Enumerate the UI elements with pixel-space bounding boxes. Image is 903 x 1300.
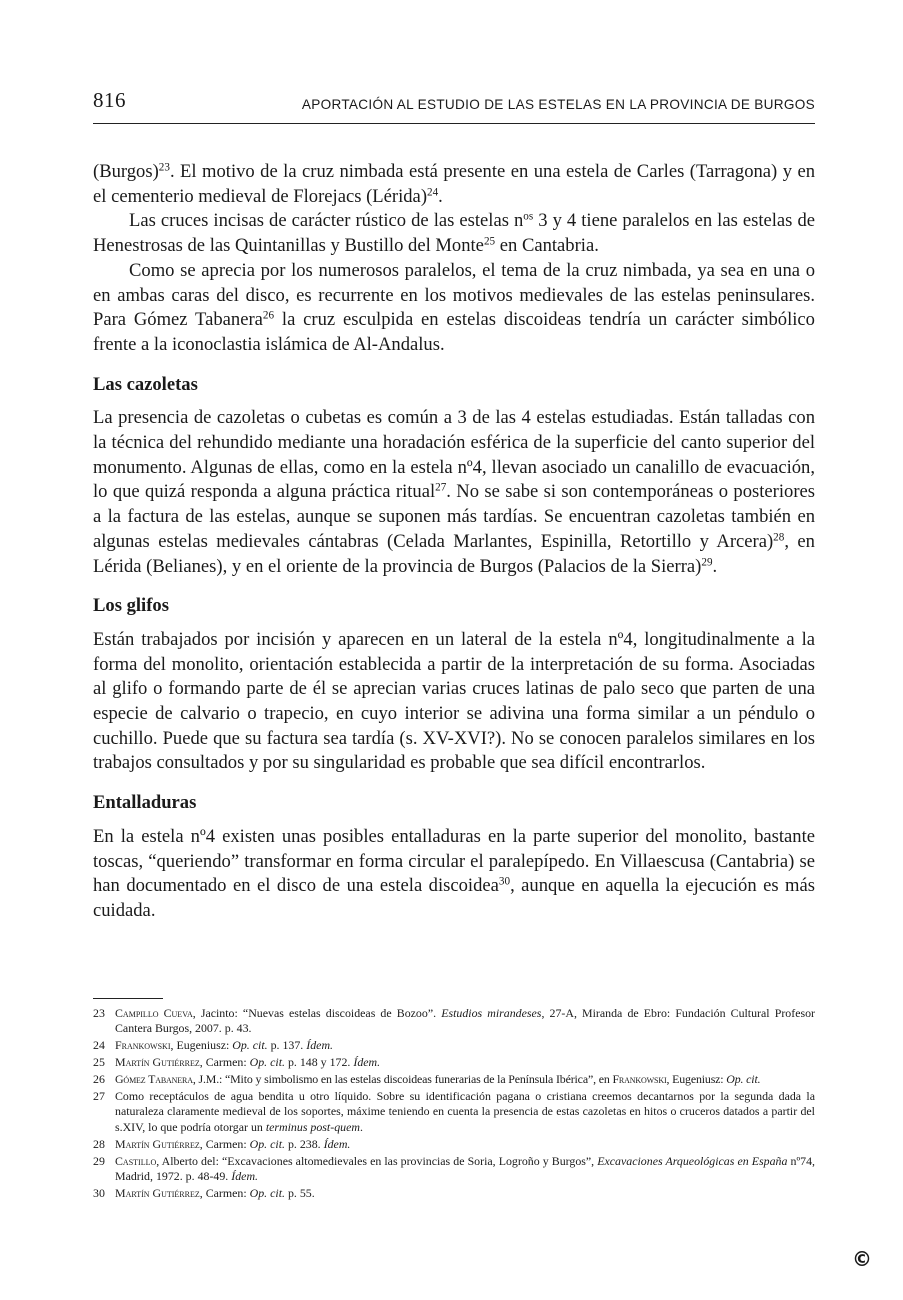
footnote-27: 27 Como receptáculos de agua bendita u otro líquido. Sobre su identificación pagana o cristiana creemos decantarnos por la segunda dada la naturaleza claramente medieval de los soportes, máxime teniendo en cuenta la presencia de estas cazoletas en hitos o cruceros datados a partir del s.XIV, lo que podría otorgar un terminus post-quem. <box>93 1089 815 1134</box>
running-title: APORTACIÓN AL ESTUDIO DE LAS ESTELAS EN LA PROVINCIA DE BURGOS <box>301 97 815 112</box>
footnote-ref-25: 25 <box>483 235 496 248</box>
page-header <box>93 88 815 124</box>
footnote-ref-24: 24 <box>427 186 439 199</box>
paragraph-3: Como se aprecia por los numerosos paralelos, el tema de la cruz nimbada, ya sea en una o en ambas caras del disco, es recurrente en los motivos medievales de las estelas peninsulares. Para Gómez Tabanera$^{26}$ la cruz esculpida en estelas discoideas tendría un carácter simbólico frente a la iconoclastia islámica de Al-Andalus. <box>93 259 815 355</box>
footnote-ref-27: 27 <box>435 481 447 494</box>
main-text <box>93 160 815 924</box>
heading-entalladuras: Entalladuras <box>93 792 197 814</box>
footnotes <box>93 1006 815 1203</box>
footnote-30: 30 Martín Gutiérrez, Carmen: Op. cit. p. 55. <box>93 1185 315 1200</box>
paragraph-glifos: Están trabajados por incisión y aparecen en un lateral de la estela nº4, longitudinalmente a la forma del monolito, orientación establecida a partir de la interpretación de su forma. Asociadas al glifo o formando parte de él se aprecian varias cruces latinas de palo seco que parten de una especie de calvario o trapecio, en cuyo interior se adivina una forma similar a un péndulo o cuchillo. Puede que su factura sea tardía (s. XV-XVI?). No se conocen paralelos similares en los trabajos consultados y por su singularidad es probable que sea difícil encontrarlos. <box>93 628 815 774</box>
footnote-ref-28: 28 <box>773 531 785 544</box>
footnote-29: 29 Castillo, Alberto del: “Excavaciones altomedievales en las provincias de Soria, Logroño y Burgos”, Excavaciones Arqueológicas en España nº74, Madrid, 1972. p. 48-49. Ídem. <box>93 1153 815 1184</box>
paragraph-entalladuras: En la estela nº4 existen unas posibles entalladuras en la parte superior del monolito, bastante toscas, “queriendo” transformar en forma circular el paralepípedo. En Villaescusa (Cantabria) se han documentado en el disco de una estela discoidea$^{30}$, aunque en aquella la ejecución es más cuidada. <box>93 825 815 921</box>
paragraph-2: Las cruces incisas de carácter rústico de las estelas $n^{os}$ 3 y 4 tiene paralelos en las estelas de Henestrosas de las Quintanillas y Bustillo del Monte$^{25}$ en Cantabria. <box>93 210 815 257</box>
paragraph-1: (Burgos)$^{23}$. El motivo de la cruz nimbada está presente en una estela de Carles (Tarragona) y en el cementerio medieval de Florejacs (Lérida)$^{24}$. <box>93 161 815 207</box>
footnote-28: 28 Martín Gutiérrez, Carmen: Op. cit. p. 238. Ídem. <box>93 1136 351 1151</box>
footnote-25: 25 Martín Gutiérrez, Carmen: Op. cit. p. 148 y 172. Ídem. <box>93 1055 381 1070</box>
footnote-ref-30: 30 <box>498 875 511 888</box>
heading-cazoletas: Las cazoletas <box>93 373 198 395</box>
footnote-ref-23: 23 <box>158 161 170 174</box>
footnote-23: 23 Campillo Cueva, Jacinto: “Nuevas estelas discoideas de Bozoo”. Estudios mirandeses, 27-A, Miranda de Ebro: Fundación Cultural Profesor Cantera Burgos, 2007. p. 43. <box>93 1006 816 1036</box>
footnote-ref-26: 26 <box>262 309 275 322</box>
paragraph-cazoletas: La presencia de cazoletas o cubetas es común a 3 de las 4 estelas estudiadas. Están talladas con la técnica del rehundido mediante una horadación esférica de la superficie del canto superior del monumento. Algunas de ellas, como en la estela nº4, llevan asociado un canalillo de evacuación, lo que quizá responda a alguna práctica ritual$^{27}$. No se sabe si son contemporáneas o posteriores a la factura de las estelas, aunque se suponen más tardías. Se encuentran cazoletas también en algunas estelas medievales cántabras (Celada Marlantes, Espinilla, Retortillo y Arcera)$^{28}$, en Lérida (Belianes), y en el oriente de la provincia de Burgos (Palacios de la Sierra)$^{29}$. <box>93 407 815 577</box>
copyright-icon: © <box>852 1247 872 1271</box>
heading-glifos: Los glifos <box>93 595 169 617</box>
footnote-separator <box>93 998 163 999</box>
footnote-26: 26 Gómez Tabanera, J.M.: “Mito y simbolismo en las estelas discoideas funerarias de la Península Ibérica”, en Frankowski, Eugeniusz: Op. cit. <box>93 1072 761 1087</box>
page-number: 816 <box>93 88 126 112</box>
footnote-24: 24 Frankowski, Eugeniusz: Op. cit. p. 137. Ídem. <box>93 1038 334 1053</box>
footnote-ref-29: 29 <box>701 555 713 568</box>
